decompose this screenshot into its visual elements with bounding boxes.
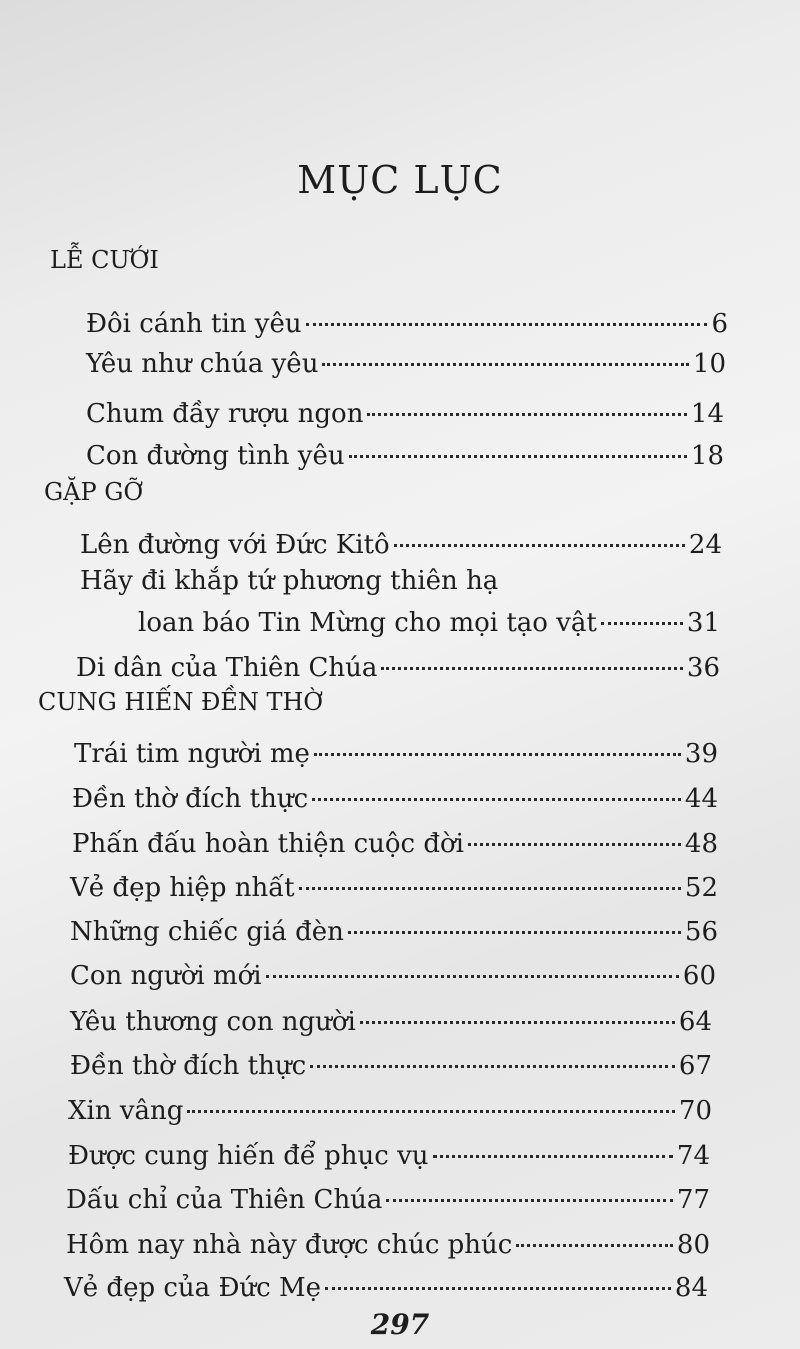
entry-title-line1: Hãy đi khắp tứ phương thiên hạ xyxy=(80,566,499,596)
section-heading-gap-go: GẶP GỠ xyxy=(44,478,144,506)
toc-entry[interactable] xyxy=(86,396,724,432)
section-heading-cung-hien-den-tho: CUNG HIẾN ĐỀN THỜ xyxy=(38,688,324,716)
entry-title: Trái tim người mẹ xyxy=(74,739,310,769)
entry-title: Vẻ đẹp của Đức Mẹ xyxy=(64,1273,322,1303)
toc-entry[interactable] xyxy=(138,605,720,641)
entry-title: Dấu chỉ của Thiên Chúa xyxy=(66,1185,383,1215)
entry-page: 18 xyxy=(690,441,724,471)
dot-leader xyxy=(386,1199,672,1202)
dot-leader xyxy=(299,887,681,890)
dot-leader xyxy=(187,1110,674,1113)
toc-entry[interactable] xyxy=(72,781,718,817)
toc-entry[interactable] xyxy=(86,306,728,342)
dot-leader xyxy=(266,975,679,978)
dot-leader xyxy=(312,798,681,801)
toc-entry[interactable] xyxy=(68,1093,712,1129)
entry-title: Đền thờ đích thực xyxy=(70,1051,307,1081)
dot-leader xyxy=(516,1244,673,1247)
entry-page: 56 xyxy=(684,917,718,947)
entry-title: Di dân của Thiên Chúa xyxy=(76,653,378,683)
toc-entry[interactable] xyxy=(66,1227,710,1263)
entry-title-line2: loan báo Tin Mừng cho mọi tạo vật xyxy=(138,608,597,638)
dot-leader xyxy=(367,413,686,416)
dot-leader xyxy=(306,323,708,326)
toc-entry[interactable] xyxy=(70,1004,712,1040)
entry-page: 44 xyxy=(684,784,718,814)
entry-page: 84 xyxy=(674,1273,708,1303)
entry-title: Những chiếc giá đèn xyxy=(70,917,344,947)
entry-page: 10 xyxy=(692,349,726,379)
dot-leader xyxy=(381,667,683,670)
dot-leader xyxy=(310,1065,675,1068)
dot-leader xyxy=(322,363,688,366)
dot-leader xyxy=(349,455,687,458)
entry-page: 80 xyxy=(676,1230,710,1260)
toc-entry[interactable] xyxy=(74,736,718,772)
entry-page: 36 xyxy=(686,653,720,683)
page-title: MỤC LỤC xyxy=(297,158,503,202)
dot-leader xyxy=(394,544,685,547)
page-number: 297 xyxy=(370,1308,430,1341)
entry-title: Yêu như chúa yêu xyxy=(86,349,319,379)
entry-page: 39 xyxy=(684,739,718,769)
entry-title: Con đường tình yêu xyxy=(86,441,345,471)
entry-page: 6 xyxy=(711,309,728,339)
dot-leader xyxy=(468,843,681,846)
entry-title: Đền thờ đích thực xyxy=(72,784,309,814)
toc-entry[interactable] xyxy=(70,870,718,906)
entry-title: Chum đầy rượu ngon xyxy=(86,399,364,429)
toc-entry[interactable] xyxy=(64,1270,708,1306)
toc-entry[interactable] xyxy=(86,346,726,382)
entry-title: Phấn đấu hoàn thiện cuộc đời xyxy=(72,829,464,859)
entry-page: 70 xyxy=(678,1096,712,1126)
entry-page: 52 xyxy=(684,873,718,903)
dot-leader xyxy=(601,622,683,625)
dot-leader xyxy=(325,1287,671,1290)
entry-page: 48 xyxy=(684,829,718,859)
entry-title: Được cung hiến để phục vụ xyxy=(68,1141,429,1171)
entry-page: 67 xyxy=(678,1051,712,1081)
entry-page: 24 xyxy=(688,530,722,560)
entry-title: Hôm nay nhà này được chúc phúc xyxy=(66,1230,513,1260)
dot-leader xyxy=(314,753,681,756)
toc-entry[interactable] xyxy=(86,438,724,474)
dot-leader xyxy=(348,931,681,934)
toc-entry[interactable] xyxy=(68,1138,710,1174)
toc-entry[interactable] xyxy=(72,826,718,862)
section-heading-le-cuoi: LỄ CƯỚI xyxy=(50,246,159,274)
toc-entry[interactable] xyxy=(80,527,722,563)
toc-entry[interactable] xyxy=(66,1182,710,1218)
entry-page: 31 xyxy=(686,608,720,638)
entry-page: 74 xyxy=(676,1141,710,1171)
entry-title: Lên đường với Đức Kitô xyxy=(80,530,390,560)
entry-title: Vẻ đẹp hiệp nhất xyxy=(70,873,295,903)
toc-entry[interactable] xyxy=(70,1048,712,1084)
toc-entry[interactable] xyxy=(76,650,720,686)
entry-page: 14 xyxy=(690,399,724,429)
entry-page: 60 xyxy=(682,961,716,991)
entry-title: Đôi cánh tin yêu xyxy=(86,309,302,339)
toc-entry[interactable] xyxy=(70,914,718,950)
dot-leader xyxy=(360,1021,675,1024)
dot-leader xyxy=(433,1155,673,1158)
entry-page: 77 xyxy=(676,1185,710,1215)
entry-title: Con người mới xyxy=(70,961,262,991)
entry-page: 64 xyxy=(678,1007,712,1037)
toc-entry[interactable] xyxy=(70,958,716,994)
entry-title: Yêu thương con người xyxy=(70,1007,356,1037)
entry-title: Xin vâng xyxy=(68,1096,184,1126)
